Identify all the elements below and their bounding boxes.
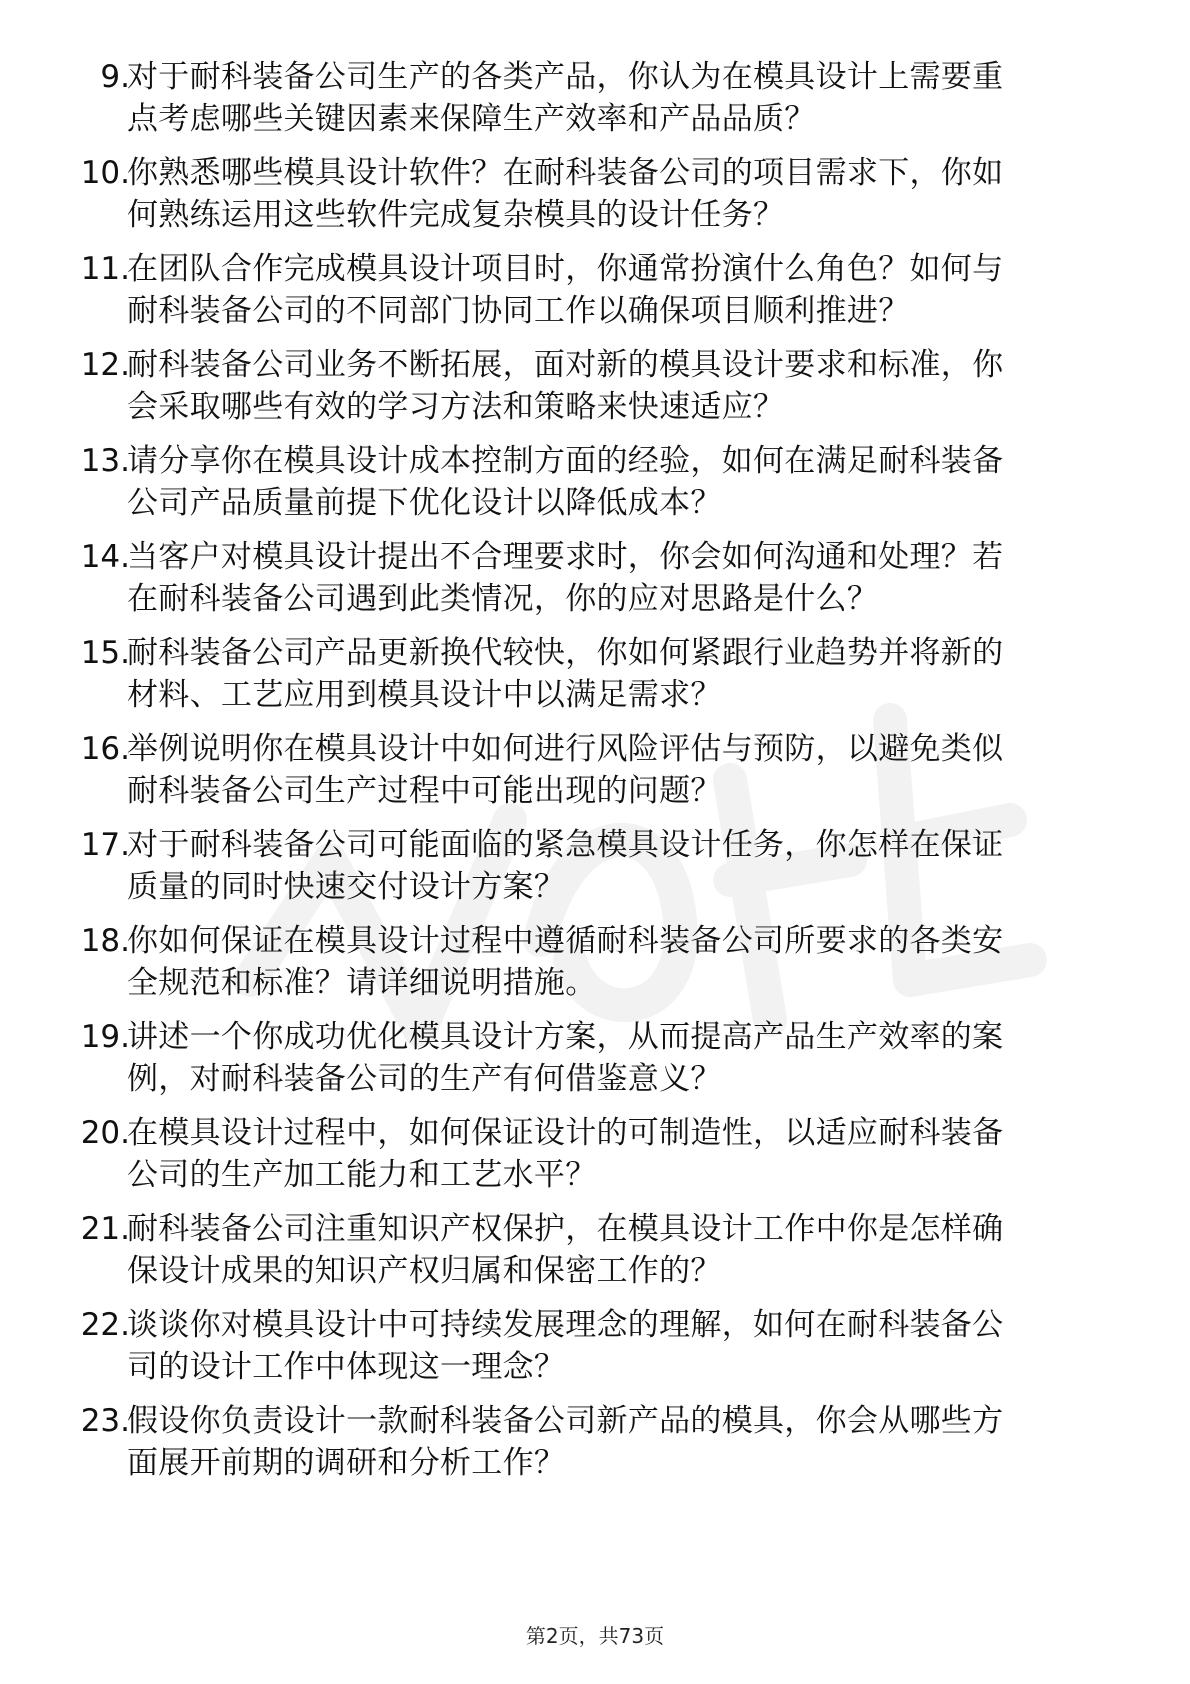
question-number: 16. xyxy=(80,731,130,767)
question-item xyxy=(0,152,1190,248)
question-line: 谈谈你对模具设计中可持续发展理念的理解，如何在耐科装备公 xyxy=(127,1307,1004,1343)
question-number: 20. xyxy=(80,1115,130,1151)
question-item xyxy=(0,1112,1190,1208)
question-line: 耐科装备公司注重知识产权保护，在模具设计工作中你是怎样确 xyxy=(127,1211,1004,1247)
question-item xyxy=(0,1400,1190,1496)
question-text xyxy=(127,152,1107,236)
question-line: 你熟悉哪些模具设计软件？在耐科装备公司的项目需求下，你如 xyxy=(127,155,1004,191)
question-item xyxy=(0,536,1190,632)
question-line: 在耐科装备公司遇到此类情况，你的应对思路是什么？ xyxy=(127,581,879,617)
question-line: 例，对耐科装备公司的生产有何借鉴意义？ xyxy=(127,1061,722,1097)
question-text xyxy=(127,920,1107,1004)
question-item xyxy=(0,920,1190,1016)
question-line: 在模具设计过程中，如何保证设计的可制造性，以适应耐科装备 xyxy=(127,1115,1004,1151)
question-number: 10. xyxy=(80,155,130,191)
question-text xyxy=(127,824,1107,908)
question-line: 耐科装备公司生产过程中可能出现的问题？ xyxy=(127,773,722,809)
question-item xyxy=(0,1208,1190,1304)
question-line: 耐科装备公司业务不断拓展，面对新的模具设计要求和标准，你 xyxy=(127,347,1004,383)
question-line: 全规范和标准？请详细说明措施。 xyxy=(127,965,597,1001)
question-line: 耐科装备公司产品更新换代较快，你如何紧跟行业趋势并将新的 xyxy=(127,635,1004,671)
question-number: 15. xyxy=(80,635,130,671)
question-line: 点考虑哪些关键因素来保障生产效率和产品品质？ xyxy=(127,101,816,137)
question-line: 会采取哪些有效的学习方法和策略来快速适应？ xyxy=(127,389,785,425)
question-item xyxy=(0,728,1190,824)
question-text xyxy=(127,248,1107,332)
question-text xyxy=(127,536,1107,620)
question-line: 何熟练运用这些软件完成复杂模具的设计任务？ xyxy=(127,197,785,233)
question-line: 请分享你在模具设计成本控制方面的经验，如何在满足耐科装备 xyxy=(127,443,1004,479)
question-line: 举例说明你在模具设计中如何进行风险评估与预防，以避免类似 xyxy=(127,731,1004,767)
question-item xyxy=(0,248,1190,344)
question-number: 13. xyxy=(80,443,130,479)
question-item xyxy=(0,1016,1190,1112)
question-line: 公司的生产加工能力和工艺水平？ xyxy=(127,1157,597,1193)
question-line: 耐科装备公司的不同部门协同工作以确保项目顺利推进？ xyxy=(127,293,910,329)
question-line: 材料、工艺应用到模具设计中以满足需求？ xyxy=(127,677,722,713)
question-number: 21. xyxy=(80,1211,130,1247)
question-text xyxy=(127,1016,1107,1100)
question-number: 11. xyxy=(80,251,130,287)
question-number: 14. xyxy=(80,539,130,575)
question-line: 假设你负责设计一款耐科装备公司新产品的模具，你会从哪些方 xyxy=(127,1403,1004,1439)
question-item xyxy=(0,824,1190,920)
question-number: 17. xyxy=(80,827,130,863)
question-number: 23. xyxy=(80,1403,130,1439)
question-line: 对于耐科装备公司可能面临的紧急模具设计任务，你怎样在保证 xyxy=(127,827,1004,863)
question-line: 保设计成果的知识产权归属和保密工作的？ xyxy=(127,1253,722,1289)
question-text xyxy=(127,440,1107,524)
question-line: 面展开前期的调研和分析工作？ xyxy=(127,1445,566,1481)
question-number: 12. xyxy=(80,347,130,383)
question-text xyxy=(127,1208,1107,1292)
question-item xyxy=(0,1304,1190,1400)
question-list xyxy=(0,56,1190,1496)
question-text xyxy=(127,56,1107,140)
question-line: 讲述一个你成功优化模具设计方案，从而提高产品生产效率的案 xyxy=(127,1019,1004,1055)
question-item xyxy=(0,632,1190,728)
question-line: 质量的同时快速交付设计方案？ xyxy=(127,869,566,905)
question-line: 公司产品质量前提下优化设计以降低成本？ xyxy=(127,485,722,521)
question-text xyxy=(127,728,1107,812)
question-text xyxy=(127,344,1107,428)
question-number: 18. xyxy=(80,923,130,959)
question-line: 当客户对模具设计提出不合理要求时，你会如何沟通和处理？若 xyxy=(127,539,1004,575)
question-text xyxy=(127,1304,1107,1388)
question-line: 你如何保证在模具设计过程中遵循耐科装备公司所要求的各类安 xyxy=(127,923,1004,959)
page-footer: 第2页，共73页 xyxy=(525,1624,665,1648)
question-text xyxy=(127,1112,1107,1196)
question-line: 对于耐科装备公司生产的各类产品，你认为在模具设计上需要重 xyxy=(127,59,1004,95)
question-line: 司的设计工作中体现这一理念？ xyxy=(127,1349,566,1385)
question-item xyxy=(0,440,1190,536)
question-line: 在团队合作完成模具设计项目时，你通常扮演什么角色？如何与 xyxy=(127,251,1004,287)
question-item xyxy=(0,56,1190,152)
question-text xyxy=(127,632,1107,716)
question-number: 19. xyxy=(80,1019,130,1055)
question-number: 22. xyxy=(80,1307,130,1343)
question-item xyxy=(0,344,1190,440)
question-number: 9. xyxy=(100,59,130,95)
question-text xyxy=(127,1400,1107,1484)
